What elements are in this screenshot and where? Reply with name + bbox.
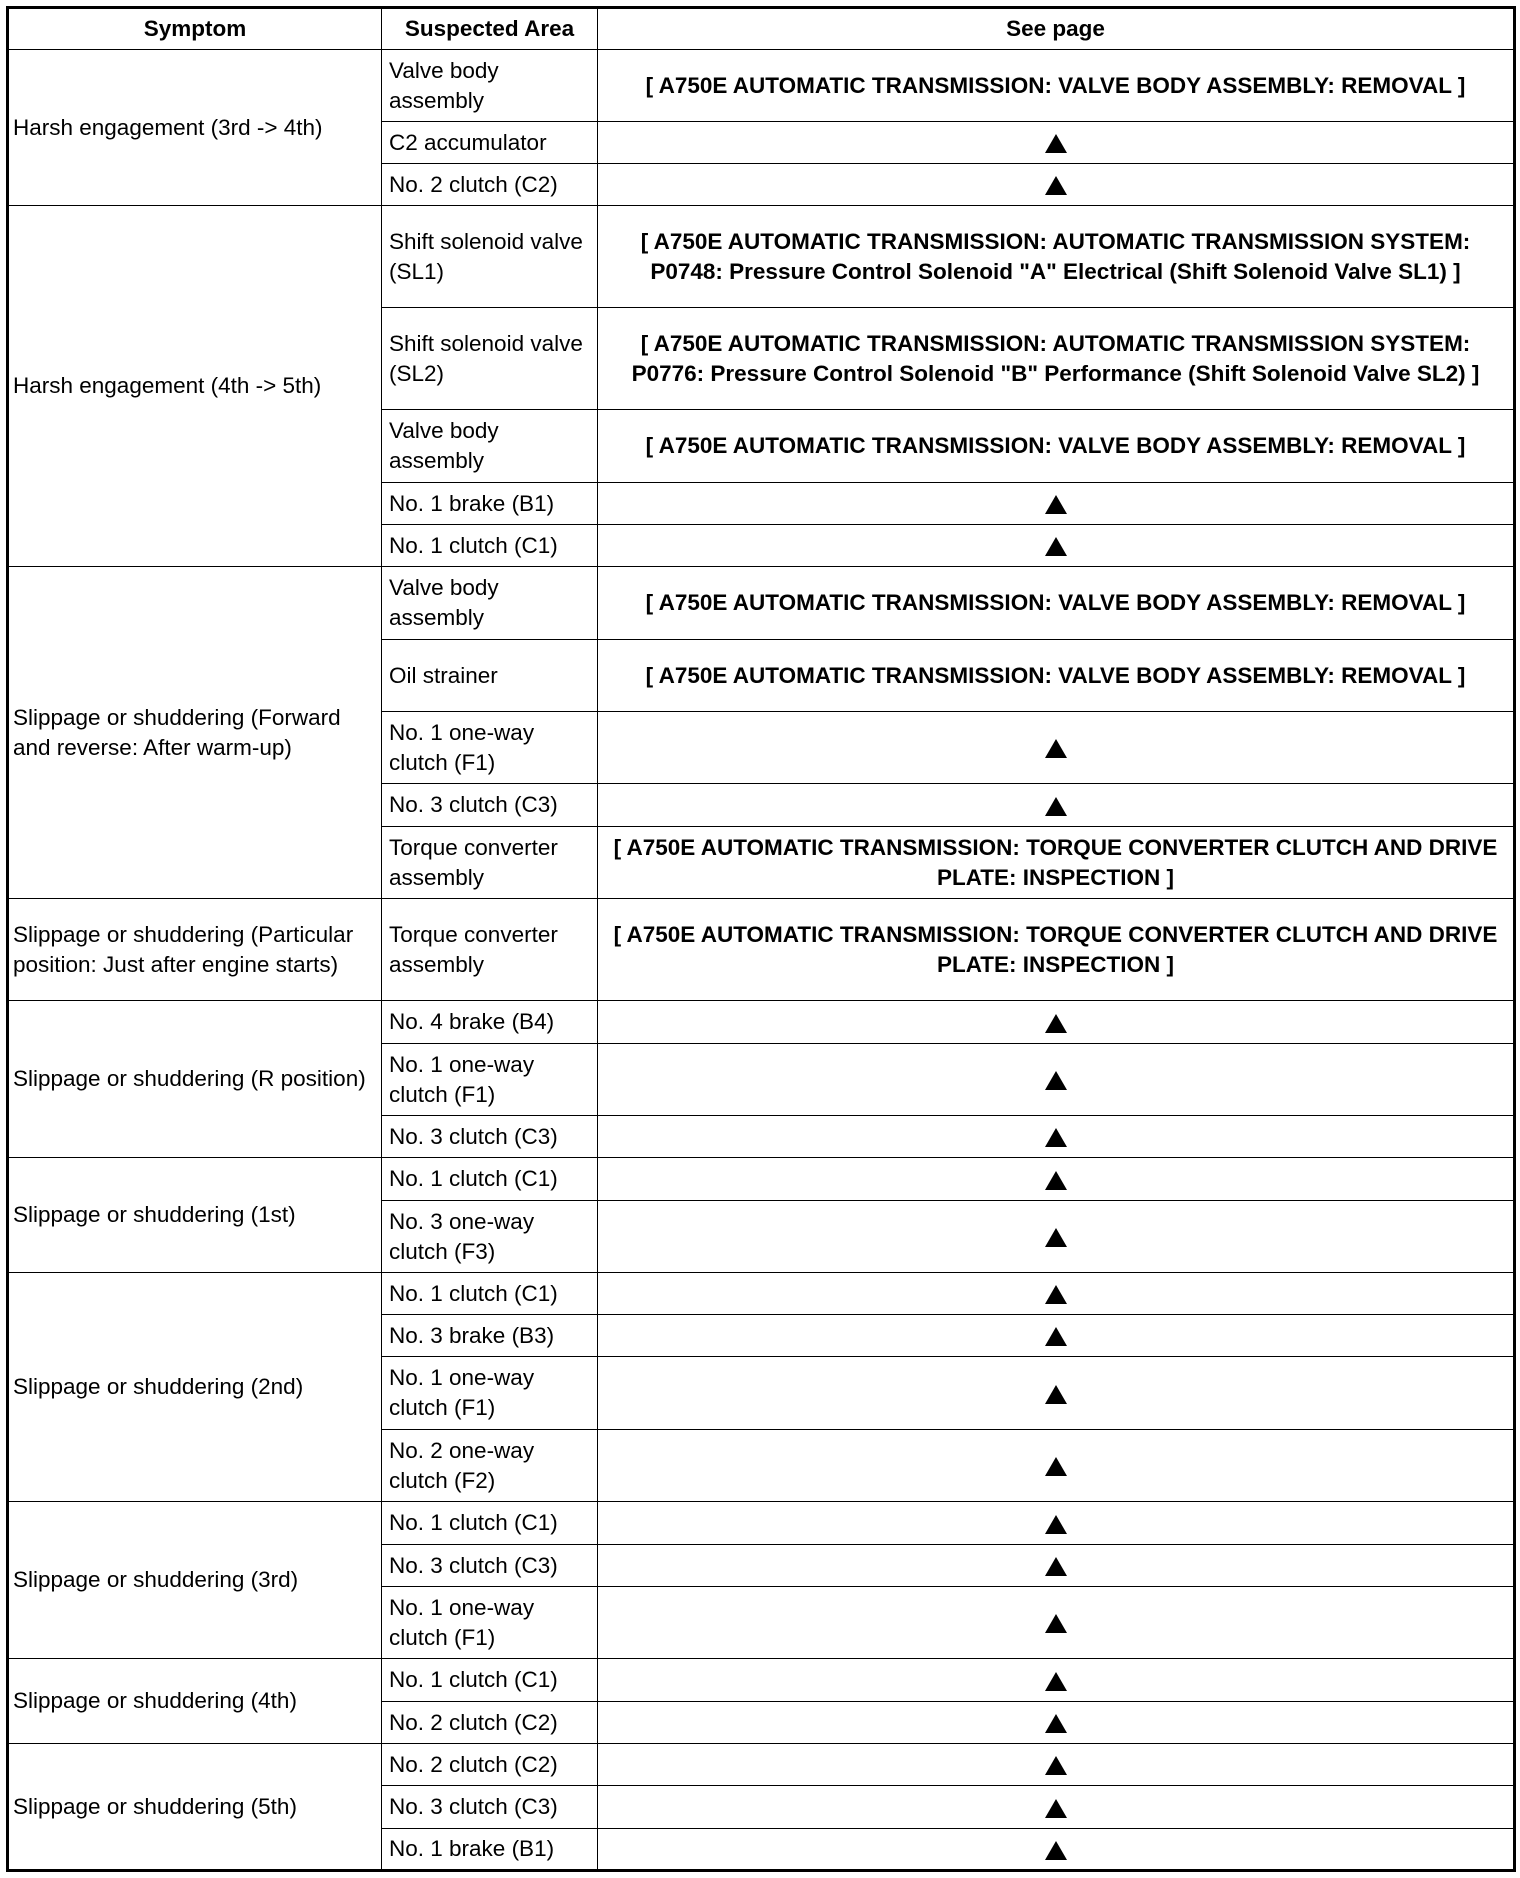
symptom-cell: Slippage or shuddering (2nd)	[8, 1273, 382, 1502]
triangle-icon	[1045, 1014, 1067, 1033]
see-page-cell	[598, 712, 1515, 784]
suspected-area-cell: Torque converter assembly	[382, 899, 598, 1001]
triangle-icon	[1045, 537, 1067, 556]
see-page-cell	[598, 1044, 1515, 1116]
see-page-reference[interactable]: [ A750E AUTOMATIC TRANSMISSION: TORQUE CONVERTER CLUTCH AND DRIVE PLATE: INSPECTION ]	[598, 899, 1515, 1001]
suspected-area-cell: No. 2 clutch (C2)	[382, 1702, 598, 1744]
see-page-cell	[598, 1829, 1515, 1871]
see-page-reference[interactable]: [ A750E AUTOMATIC TRANSMISSION: VALVE BODY ASSEMBLY: REMOVAL ]	[598, 50, 1515, 122]
table-row	[8, 1502, 1515, 1545]
suspected-area-cell: No. 3 clutch (C3)	[382, 1116, 598, 1158]
see-page-cell	[598, 1545, 1515, 1587]
triangle-icon	[1045, 797, 1067, 816]
table-row	[8, 1158, 1515, 1201]
see-page-cell	[598, 1315, 1515, 1357]
triangle-icon	[1045, 134, 1067, 153]
see-page-cell	[598, 1702, 1515, 1744]
suspected-area-cell: No. 4 brake (B4)	[382, 1001, 598, 1044]
triangle-icon	[1045, 495, 1067, 514]
triangle-icon	[1045, 1557, 1067, 1576]
suspected-area-cell: No. 1 one-way clutch (F1)	[382, 1044, 598, 1116]
symptom-cell: Slippage or shuddering (1st)	[8, 1158, 382, 1273]
triangle-icon	[1045, 1515, 1067, 1534]
see-page-reference[interactable]: [ A750E AUTOMATIC TRANSMISSION: AUTOMATIC TRANSMISSION SYSTEM: P0748: Pressure Control Solenoid "A" Electrical (Shift Solenoid Valve SL1) ]	[598, 206, 1515, 308]
triangle-icon	[1045, 1614, 1067, 1633]
symptom-cell: Slippage or shuddering (Particular position: Just after engine starts)	[8, 899, 382, 1001]
suspected-area-cell: No. 1 one-way clutch (F1)	[382, 712, 598, 784]
table-row	[8, 1273, 1515, 1315]
suspected-area-cell: Oil strainer	[382, 640, 598, 712]
see-page-cell	[598, 1587, 1515, 1659]
suspected-area-cell: No. 1 one-way clutch (F1)	[382, 1357, 598, 1430]
table-row	[8, 50, 1515, 122]
triangle-icon	[1045, 1457, 1067, 1476]
suspected-area-cell: No. 1 clutch (C1)	[382, 1502, 598, 1545]
suspected-area-cell: No. 3 clutch (C3)	[382, 784, 598, 827]
suspected-area-cell: No. 1 one-way clutch (F1)	[382, 1587, 598, 1659]
triangle-icon	[1045, 1672, 1067, 1691]
symptom-cell: Slippage or shuddering (R position)	[8, 1001, 382, 1158]
see-page-cell	[598, 1158, 1515, 1201]
suspected-area-cell: No. 3 brake (B3)	[382, 1315, 598, 1357]
suspected-area-cell: No. 1 clutch (C1)	[382, 1659, 598, 1702]
suspected-area-cell: Valve body assembly	[382, 567, 598, 640]
suspected-area-cell: No. 3 clutch (C3)	[382, 1545, 598, 1587]
see-page-cell	[598, 1744, 1515, 1786]
triangle-icon	[1045, 1171, 1067, 1190]
symptom-cell: Slippage or shuddering (Forward and reverse: After warm-up)	[8, 567, 382, 899]
suspected-area-cell: Shift solenoid valve (SL2)	[382, 308, 598, 410]
suspected-area-cell: Shift solenoid valve (SL1)	[382, 206, 598, 308]
triangle-icon	[1045, 1756, 1067, 1775]
see-page-reference[interactable]: [ A750E AUTOMATIC TRANSMISSION: VALVE BODY ASSEMBLY: REMOVAL ]	[598, 567, 1515, 640]
suspected-area-cell: No. 2 clutch (C2)	[382, 164, 598, 206]
symptom-cell: Slippage or shuddering (4th)	[8, 1659, 382, 1744]
symptom-cell: Harsh engagement (3rd -> 4th)	[8, 50, 382, 206]
see-page-cell	[598, 525, 1515, 567]
see-page-cell	[598, 1659, 1515, 1702]
see-page-reference[interactable]: [ A750E AUTOMATIC TRANSMISSION: TORQUE CONVERTER CLUTCH AND DRIVE PLATE: INSPECTION ]	[598, 827, 1515, 899]
see-page-cell	[598, 1116, 1515, 1158]
table-row	[8, 1659, 1515, 1702]
suspected-area-cell: No. 1 clutch (C1)	[382, 525, 598, 567]
triangle-icon	[1045, 1799, 1067, 1818]
header-symptom: Symptom	[8, 8, 382, 50]
table-row	[8, 899, 1515, 1001]
table-row	[8, 567, 1515, 640]
table-row	[8, 1001, 1515, 1044]
triangle-icon	[1045, 1228, 1067, 1247]
triangle-icon	[1045, 1327, 1067, 1346]
see-page-cell	[598, 164, 1515, 206]
suspected-area-cell: No. 2 one-way clutch (F2)	[382, 1430, 598, 1502]
suspected-area-cell: Valve body assembly	[382, 410, 598, 483]
triangle-icon	[1045, 1714, 1067, 1733]
symptom-cell: Slippage or shuddering (3rd)	[8, 1502, 382, 1659]
triangle-icon	[1045, 1385, 1067, 1404]
symptom-cell: Harsh engagement (4th -> 5th)	[8, 206, 382, 567]
triangle-icon	[1045, 1285, 1067, 1304]
symptom-table-container	[6, 6, 1513, 1872]
symptom-table	[6, 6, 1516, 1872]
triangle-icon	[1045, 1841, 1067, 1860]
suspected-area-cell: No. 1 brake (B1)	[382, 483, 598, 525]
suspected-area-cell: Valve body assembly	[382, 50, 598, 122]
suspected-area-cell: No. 3 clutch (C3)	[382, 1786, 598, 1829]
table-row	[8, 1744, 1515, 1786]
suspected-area-cell: No. 1 clutch (C1)	[382, 1158, 598, 1201]
see-page-reference[interactable]: [ A750E AUTOMATIC TRANSMISSION: VALVE BODY ASSEMBLY: REMOVAL ]	[598, 640, 1515, 712]
see-page-cell	[598, 1357, 1515, 1430]
see-page-cell	[598, 483, 1515, 525]
see-page-reference[interactable]: [ A750E AUTOMATIC TRANSMISSION: AUTOMATIC TRANSMISSION SYSTEM: P0776: Pressure Control Solenoid "B" Performance (Shift Solenoid Valve SL2) ]	[598, 308, 1515, 410]
suspected-area-cell: No. 2 clutch (C2)	[382, 1744, 598, 1786]
triangle-icon	[1045, 1128, 1067, 1147]
suspected-area-cell: No. 1 brake (B1)	[382, 1829, 598, 1871]
suspected-area-cell: No. 3 one-way clutch (F3)	[382, 1201, 598, 1273]
see-page-cell	[598, 1502, 1515, 1545]
header-suspected-area: Suspected Area	[382, 8, 598, 50]
see-page-reference[interactable]: [ A750E AUTOMATIC TRANSMISSION: VALVE BODY ASSEMBLY: REMOVAL ]	[598, 410, 1515, 483]
suspected-area-cell: No. 1 clutch (C1)	[382, 1273, 598, 1315]
suspected-area-cell: Torque converter assembly	[382, 827, 598, 899]
see-page-cell	[598, 784, 1515, 827]
header-see-page: See page	[598, 8, 1515, 50]
symptom-cell: Slippage or shuddering (5th)	[8, 1744, 382, 1871]
table-body	[8, 50, 1515, 1871]
triangle-icon	[1045, 1071, 1067, 1090]
see-page-cell	[598, 1273, 1515, 1315]
see-page-cell	[598, 1201, 1515, 1273]
table-header-row	[8, 8, 1515, 50]
see-page-cell	[598, 1786, 1515, 1829]
see-page-cell	[598, 122, 1515, 164]
triangle-icon	[1045, 739, 1067, 758]
triangle-icon	[1045, 176, 1067, 195]
see-page-cell	[598, 1430, 1515, 1502]
suspected-area-cell: C2 accumulator	[382, 122, 598, 164]
table-row	[8, 206, 1515, 308]
see-page-cell	[598, 1001, 1515, 1044]
